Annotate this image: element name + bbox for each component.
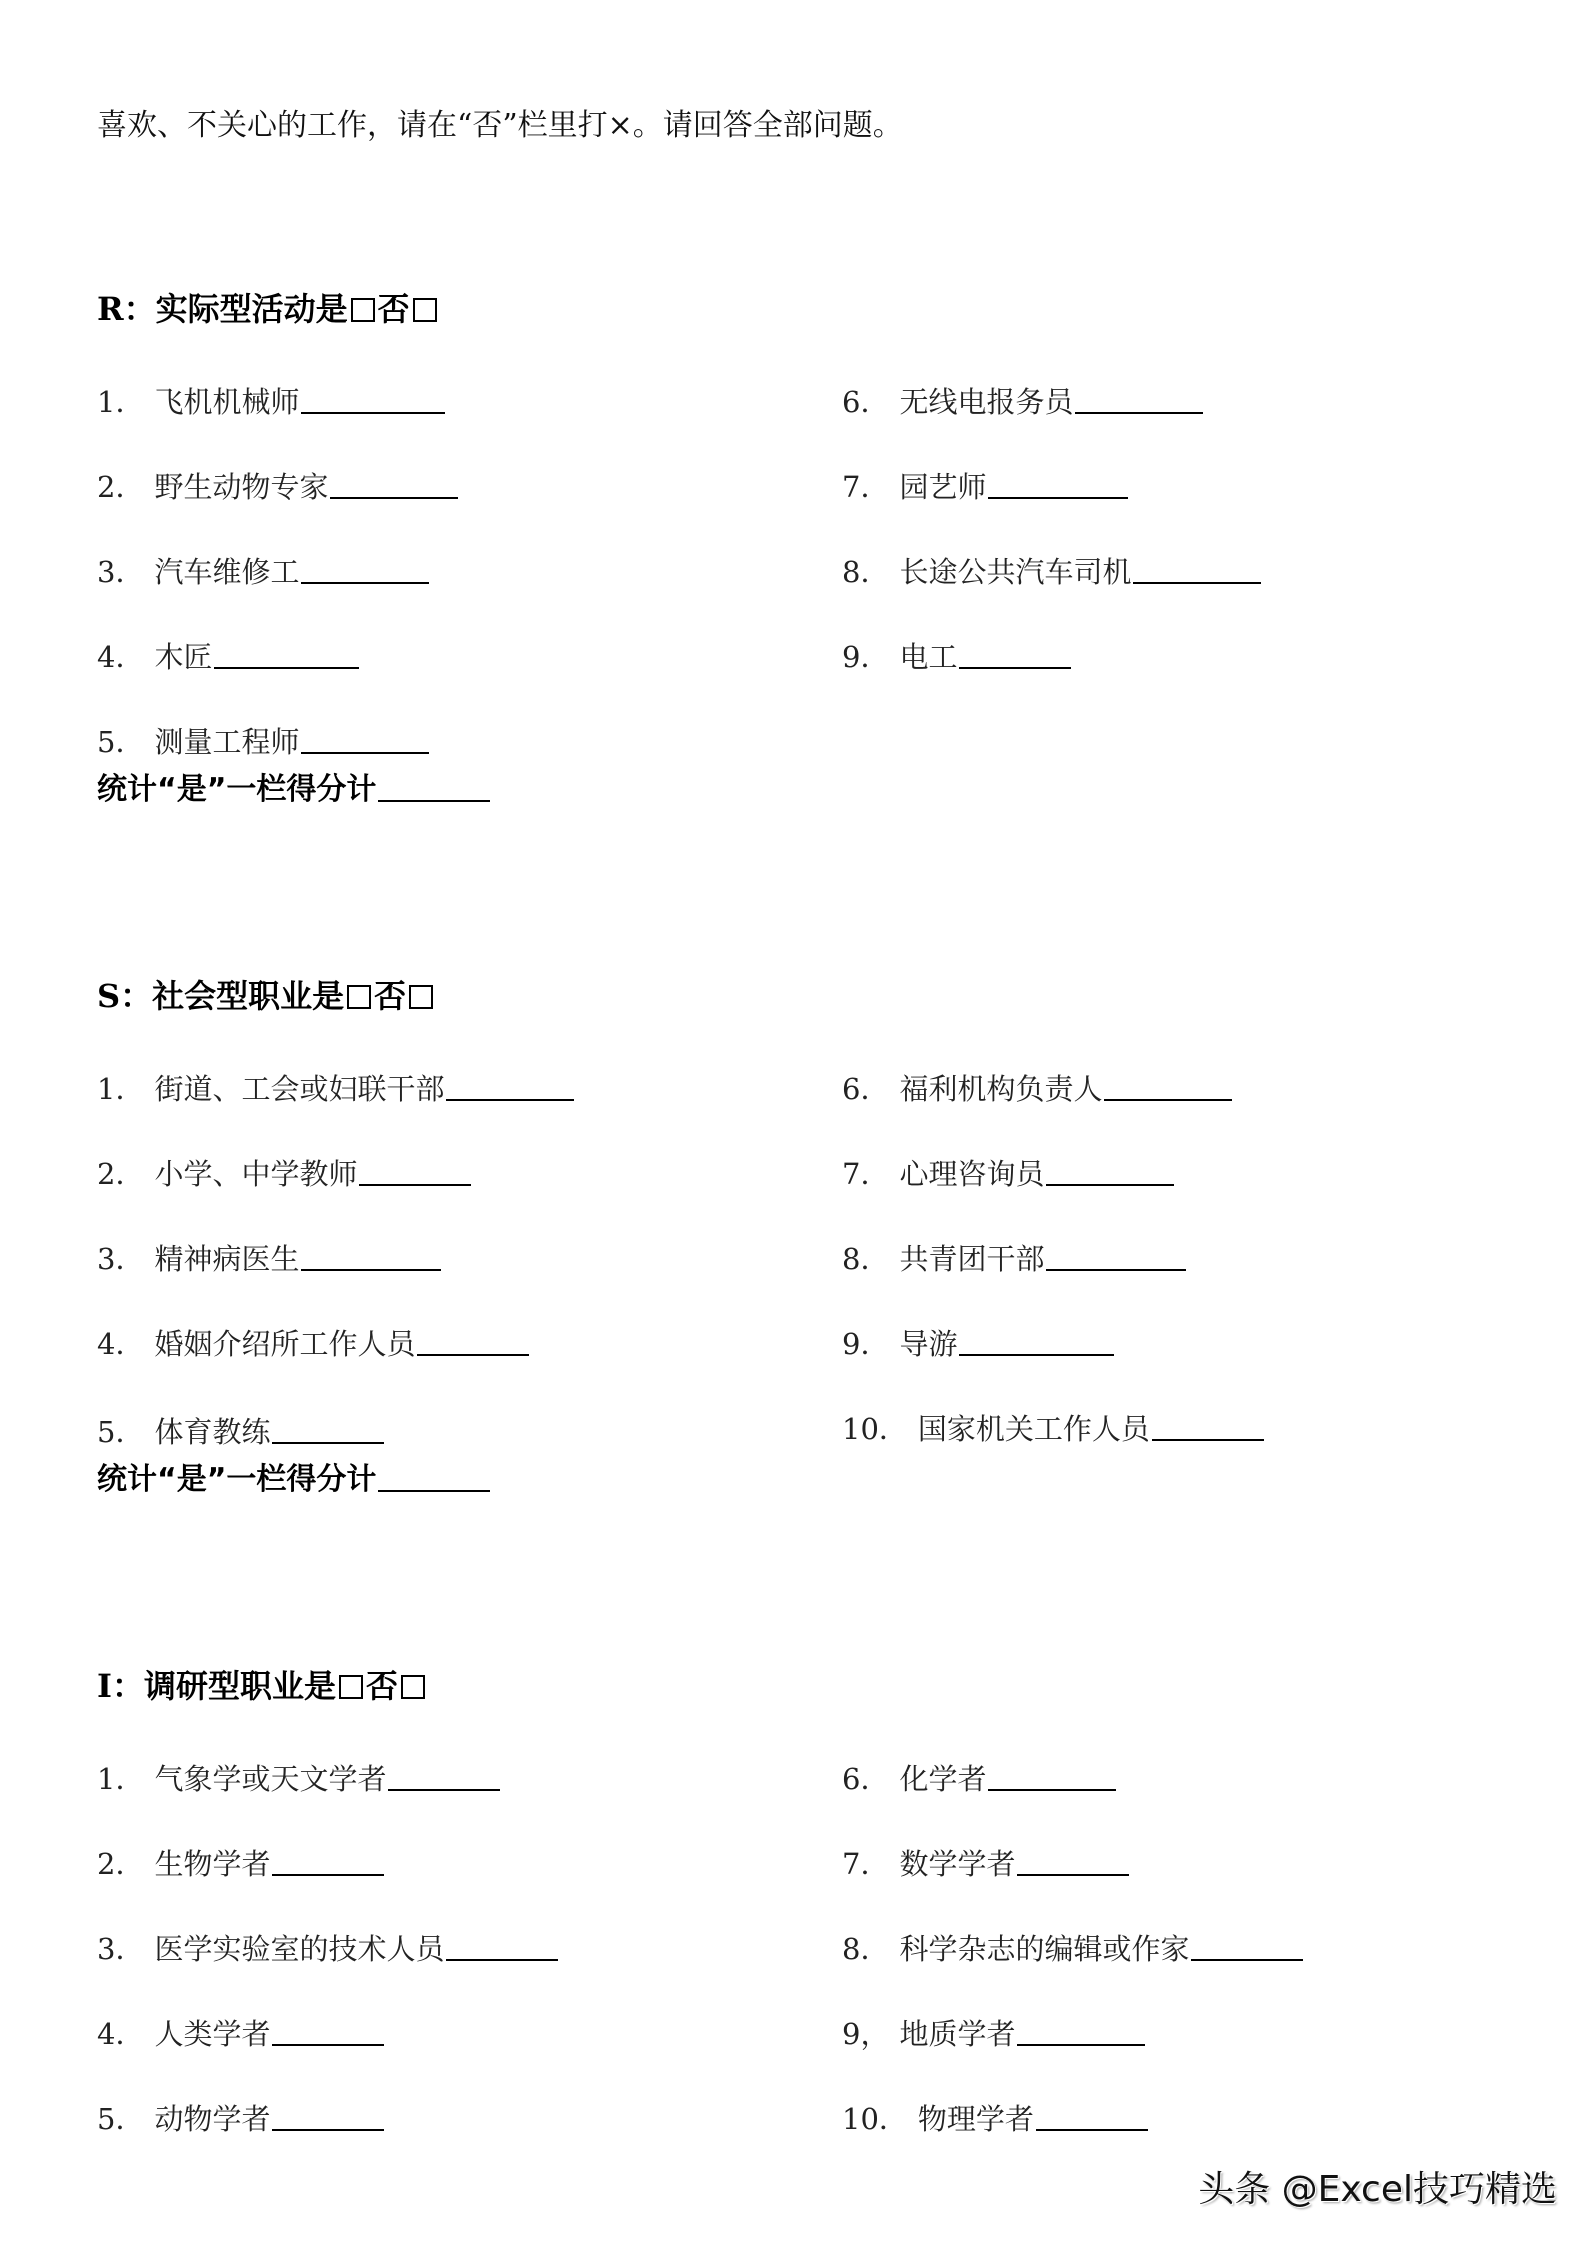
answer-blank[interactable] (1191, 1957, 1303, 1961)
yes-checkbox[interactable] (339, 1675, 363, 1699)
item-label: 医学实验室的技术人员 (154, 1932, 445, 1966)
answer-blank[interactable] (417, 1352, 529, 1356)
list-item (842, 1156, 1174, 1192)
item-label: 园艺师 (899, 470, 987, 504)
item-number: 6． (842, 385, 890, 419)
tally-label: 统计“是”一栏得分计 (97, 1462, 377, 1497)
item-label: 生物学者 (154, 1847, 271, 1881)
item-number: 1． (97, 385, 145, 419)
list-item (97, 2016, 384, 2052)
item-label: 心理咨询员 (899, 1157, 1045, 1191)
item-number: 2． (97, 470, 145, 504)
item-label: 动物学者 (154, 2102, 271, 2136)
item-number: 8． (842, 555, 890, 589)
item-label: 街道、工会或妇联干部 (154, 1072, 445, 1106)
item-number: 9． (842, 640, 890, 674)
list-item (842, 1326, 1114, 1362)
item-number: 2． (97, 1157, 145, 1191)
list-item (97, 1156, 471, 1192)
section-s-heading (97, 977, 436, 1015)
answer-blank[interactable] (1046, 1182, 1174, 1186)
item-label: 数学学者 (899, 1847, 1016, 1881)
list-item (842, 639, 1071, 675)
answer-blank[interactable] (301, 410, 445, 414)
section-s-tally (97, 1462, 490, 1498)
list-item (842, 1846, 1129, 1882)
item-label: 福利机构负责人 (899, 1072, 1103, 1106)
section-r-tally (97, 772, 490, 808)
list-item (842, 1071, 1232, 1107)
item-label: 汽车维修工 (154, 555, 300, 589)
item-label: 体育教练 (154, 1415, 271, 1449)
item-label: 木匠 (154, 640, 213, 674)
item-number: 3． (97, 1932, 145, 1966)
answer-blank[interactable] (988, 1787, 1116, 1791)
item-number: 3． (97, 555, 145, 589)
no-label: 否 (374, 977, 407, 1015)
item-number: 7． (842, 1157, 890, 1191)
item-number: 9． (842, 1327, 890, 1361)
answer-blank[interactable] (214, 665, 359, 669)
item-number: 2． (97, 1847, 145, 1881)
list-item (842, 384, 1203, 420)
list-item (97, 1241, 441, 1277)
answer-blank[interactable] (272, 2127, 384, 2131)
item-number: 8． (842, 1242, 890, 1276)
answer-blank[interactable] (446, 1097, 574, 1101)
item-number: 10． (842, 2102, 908, 2136)
item-number: 1． (97, 1072, 145, 1106)
section-i-heading (97, 1667, 428, 1705)
item-label: 婚姻介绍所工作人员 (154, 1327, 416, 1361)
list-item (97, 1414, 384, 1450)
item-label: 科学杂志的编辑或作家 (899, 1932, 1190, 1966)
list-item (97, 2101, 384, 2137)
item-label: 地质学者 (899, 2017, 1016, 2051)
item-label: 物理学者 (917, 2102, 1034, 2136)
answer-blank[interactable] (1017, 2042, 1145, 2046)
item-number: 4． (97, 2017, 145, 2051)
answer-blank[interactable] (959, 1352, 1114, 1356)
list-item (842, 2016, 1145, 2052)
answer-blank[interactable] (272, 2042, 384, 2046)
answer-blank[interactable] (301, 580, 429, 584)
list-item (97, 1761, 500, 1797)
list-item (842, 1761, 1116, 1797)
answer-blank[interactable] (359, 1182, 471, 1186)
item-label: 飞机机械师 (154, 385, 300, 419)
item-number: 1． (97, 1762, 145, 1796)
item-label: 人类学者 (154, 2017, 271, 2051)
no-checkbox[interactable] (401, 1675, 425, 1699)
item-label: 野生动物专家 (154, 470, 329, 504)
section-r-heading (97, 290, 440, 328)
item-number: 7． (842, 470, 890, 504)
tally-blank[interactable] (378, 1488, 490, 1492)
list-item (842, 1931, 1303, 1967)
answer-blank[interactable] (988, 495, 1128, 499)
item-number: 6． (842, 1072, 890, 1106)
list-item (97, 384, 445, 420)
answer-blank[interactable] (1075, 410, 1203, 414)
answer-blank[interactable] (959, 665, 1071, 669)
item-label: 共青团干部 (899, 1242, 1045, 1276)
item-label: 化学者 (899, 1762, 987, 1796)
item-number: 5． (97, 725, 145, 759)
answer-blank[interactable] (388, 1787, 500, 1791)
item-label: 小学、中学教师 (154, 1157, 358, 1191)
yes-checkbox[interactable] (347, 985, 371, 1009)
list-item (97, 1846, 384, 1882)
item-number: 3． (97, 1242, 145, 1276)
item-number: 6． (842, 1762, 890, 1796)
item-label: 测量工程师 (154, 725, 300, 759)
list-item (97, 724, 429, 760)
list-item (842, 1241, 1186, 1277)
list-item (842, 554, 1261, 590)
section-s-title: S：社会型职业是 (97, 977, 345, 1015)
item-label: 电工 (899, 640, 958, 674)
list-item (97, 639, 359, 675)
item-label: 气象学或天文学者 (154, 1762, 387, 1796)
answer-blank[interactable] (1046, 1267, 1186, 1271)
watermark: 头条 @Excel技巧精选 (1198, 2169, 1557, 2210)
item-number: 10． (842, 1412, 908, 1446)
item-number: 4． (97, 1327, 145, 1361)
item-number: 4． (97, 640, 145, 674)
list-item (97, 1931, 558, 1967)
answer-blank[interactable] (1133, 580, 1261, 584)
list-item (842, 1411, 1264, 1447)
answer-blank[interactable] (330, 495, 458, 499)
section-r-title: R：实际型活动是 (97, 290, 348, 328)
answer-blank[interactable] (1036, 2127, 1148, 2131)
item-number: 9， (842, 2017, 890, 2051)
item-number: 5． (97, 1415, 145, 1449)
list-item (97, 1071, 574, 1107)
item-label: 精神病医生 (154, 1242, 300, 1276)
answer-blank[interactable] (1104, 1097, 1232, 1101)
no-label: 否 (377, 290, 410, 328)
answer-blank[interactable] (301, 1267, 441, 1271)
item-label: 无线电报务员 (899, 385, 1074, 419)
answer-blank[interactable] (272, 1872, 384, 1876)
list-item (97, 554, 429, 590)
answer-blank[interactable] (301, 750, 429, 754)
item-label: 长途公共汽车司机 (899, 555, 1132, 589)
answer-blank[interactable] (272, 1440, 384, 1444)
item-label: 国家机关工作人员 (917, 1412, 1150, 1446)
list-item (97, 469, 458, 505)
tally-label: 统计“是”一栏得分计 (97, 772, 377, 807)
no-label: 否 (365, 1667, 398, 1705)
no-checkbox[interactable] (413, 298, 437, 322)
list-item (842, 2101, 1148, 2137)
tally-blank[interactable] (378, 798, 490, 802)
yes-checkbox[interactable] (351, 298, 375, 322)
item-number: 8． (842, 1932, 890, 1966)
item-label: 导游 (899, 1327, 958, 1361)
no-checkbox[interactable] (409, 985, 433, 1009)
item-number: 7． (842, 1847, 890, 1881)
section-i-title: I：调研型职业是 (97, 1667, 336, 1705)
answer-blank[interactable] (1152, 1437, 1264, 1441)
instructions-text: 喜欢、不关心的工作，请在“否”栏里打×。请回答全部问题。 (97, 108, 903, 143)
answer-blank[interactable] (446, 1957, 558, 1961)
list-item (842, 469, 1128, 505)
item-number: 5． (97, 2102, 145, 2136)
answer-blank[interactable] (1017, 1872, 1129, 1876)
list-item (97, 1326, 529, 1362)
